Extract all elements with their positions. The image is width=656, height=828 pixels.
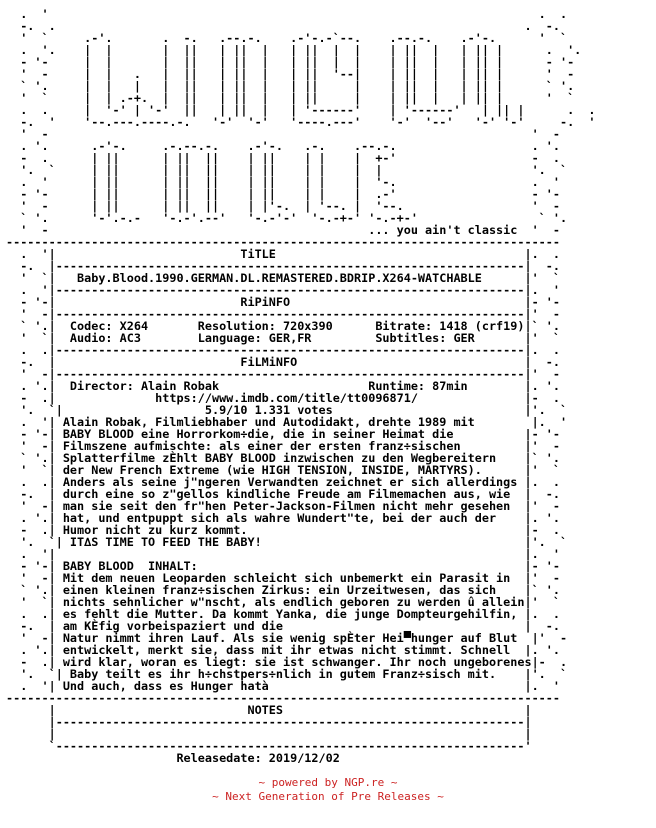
footer-tagline: ~ Next Generation of Pre Releases ~ xyxy=(212,790,444,803)
nfo-text: . ' . . -. . . -. ' ` .-'. . -. .--.-. .-'-.-`--. .--.-. .-'-. ' ` . '. | | | || | || | | || | | | || | | || | . '. - '- | | | || | || | | || | | | || | | || | - '- ' - | | . | || | || | | || '--| | || | | || | ' - ` '. | | | | || | || | | || | | || | | || | ` '. ' ` | | .-+. | || | || | | || | | || | | || | ' ` . . | '-' | '-' || | || | | '------' | '------' | || | . . -. ' '--.---.----.-. '-' '-' '----.---' '-' '--' '-' '-' -. ' ' - ' - . '. .-'-. .-.--.-. .-'-. .-. .--.-. . '. - . | || | || || | || | | | +-' - . '. ` | || | || || | || | | | | '. ` . ' | || | || || | || | | | '-. . ' - '- | || | || || | || | | | .-' - '- ' - | || | || || | |'-. | '--. | '--. ' - ` '. '-'.-.- '-.-'.--' '-.-'-' '-.-+-' '-.-+-' ` '. ' - ... you ain't classic ' - ------------------------------------------------------------------------------ . '| TiTLE |. . -. |------------------------------------------------------------------| -. ' `| Baby.Blood.1990.GERMAN.DL.REMASTERED.BDRIP.X264-WATCHABLE |' ` . '|------------------------------------------------------------------|. ' - '-| RiPiNFO |- '- ' -|------------------------------------------------------------------|' - ` '.| Codec: X264 Resolution: 720x390 Bitrate: 1418 (crf19)|` '. ' `| Audio: AC3 Language: GER,FR Subtitles: GER |' ` . .|------------------------------------------------------------------|. . -. | FiLMiNFO | -. ' -|------------------------------------------------------------------|' - . '.| Director: Alain Robak Runtime: 87min |. '. - .| https://www.imdb.com/title/tt0096871/ |- . '. `| 5.9/10 1.331 votes |'. ` . '| Alain Robak, Filmliebhaber und Autodidakt, drehte 1989 mit |. ' - '-| BABY BLOOD eine Horrorkom÷die, die in seiner Heimat die |- '- ' -| Filmszene aufmischte: als einer der ersten franz÷sischen |' - ` '.| Splatterfilme zÈhlt BABY BLOOD inzwischen zu den Wegbereitern |` '. ' `| der New French Extreme (wie HIGH TENSION, INSIDE, MARTYRS). |' ` . .| Anders als seine j"ngeren Verwandten zeichnet er sich allerdings |. . -. | durch eine so z"gellos kindliche Freude am Filmemachen aus, wie | -. ' -| man sie seit den fr"hen Peter-Jackson-Filmen nicht mehr gesehen |' - . '.| hat, und entpuppt sich als wahre Wundert"te, bei der auch der |. '. - .| Humor nicht zu kurz kommt. |- . '. `| IT∆S TIME TO FEED THE BABY! |'. ` . '| |. ' - '-| BABY BLOOD INHALT: |- '- ' -| Mit dem neuen Leoparden schleicht sich unbemerkt ein Parasit in |' - ` '.| einen kleinen franz÷sischen Zirkus: ein Urzeitwesen, das sich |` '. ' `| nichts sehnlicher w"nscht, als endlich geboren zu werden û allein|' ` . .| es fehlt die Mutter. Da kommt Yanka, die junge Dompteurgehilfin, |. . -. | am KÈfig vorbeispaziert und die | -. ' -| Natur nimmt ihren Lauf. Als sie wenig spÈter Hei▀hunger auf Blut |' - . '.| entwickelt, merkt sie, dass mit ihr etwas nicht stimmt. Schnell |. '. - .| wird klar, woran es liegt: sie ist schwanger. Ihr noch ungeborenes|- . '. `| Baby teilt es ihr h÷chstpers÷nlich in gutem Franz÷sisch mit. |'. ` . '| Und auch, dass es Hunger hatà |. ' ------------------------------------------------------------------------------ | NOTES | |------------------------------------------------------------------| | | `------------------------------------------------------------------' Releasedate: 2019/12/02 xyxy=(6,7,596,765)
footer xyxy=(0,776,656,804)
footer-powered-by[interactable]: ~ powered by NGP.re ~ xyxy=(258,776,398,789)
